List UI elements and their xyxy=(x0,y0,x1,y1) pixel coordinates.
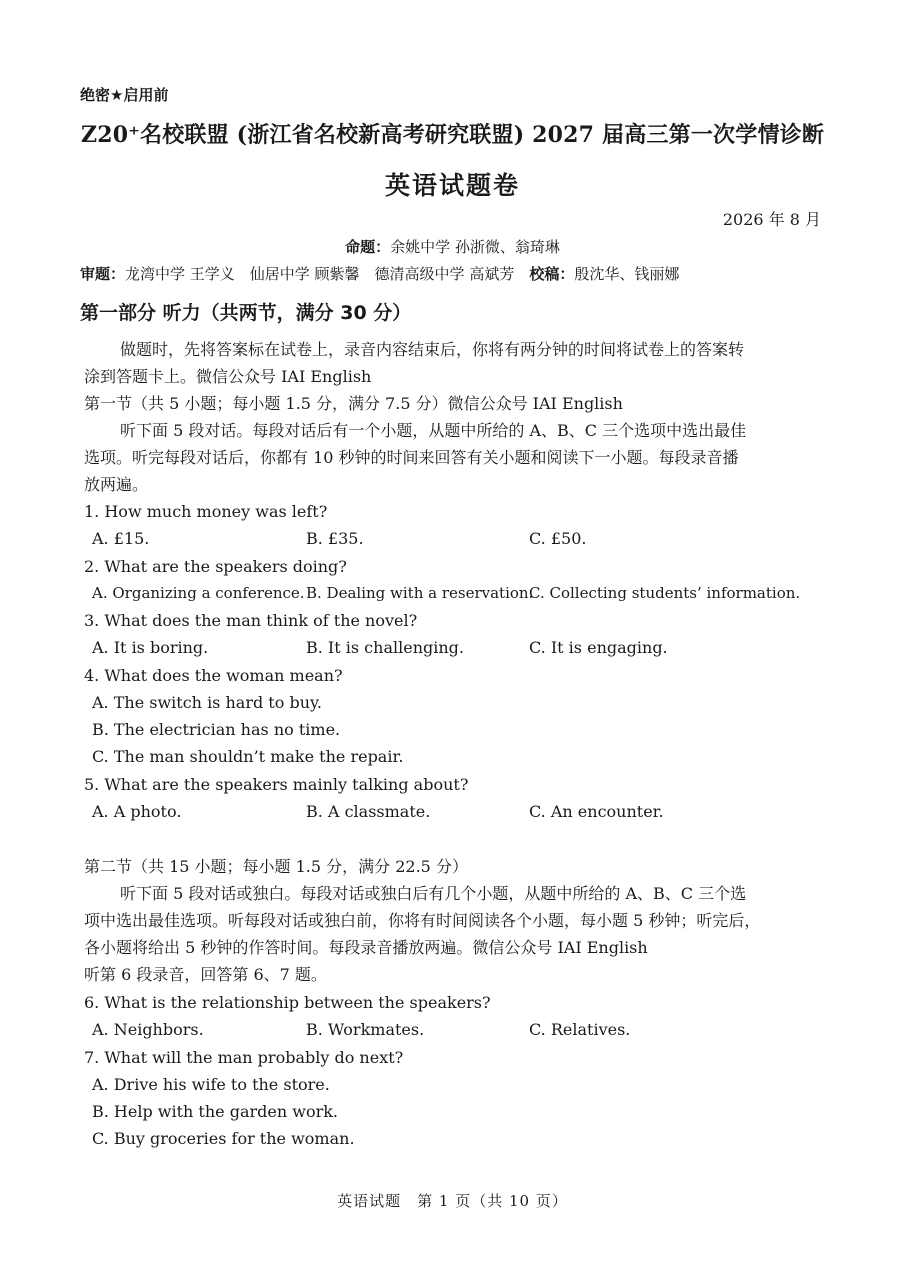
q7-option-c: C. Buy groceries for the woman. xyxy=(92,1129,355,1148)
proposers-names: 余姚中学 孙浙微、翁琦琳 xyxy=(390,238,560,256)
question-1: 1. How much money was left? xyxy=(84,502,328,521)
reviewers-names: 龙湾中学 王学义 仙居中学 顾紫馨 德清高级中学 高斌芳 xyxy=(125,265,515,283)
question-5: 5. What are the speakers mainly talking about? xyxy=(84,775,469,794)
proposers-label: 命题： xyxy=(345,238,391,256)
q5-option-c: C. An encounter. xyxy=(529,802,664,821)
section1-title: 第一节（共 5 小题；每小题 1.5 分，满分 7.5 分）微信公众号 IAI English xyxy=(84,394,623,413)
q7-option-a: A. Drive his wife to the store. xyxy=(92,1075,330,1094)
q6-option-a: A. Neighbors. xyxy=(92,1020,204,1039)
q4-option-b: B. The electrician has no time. xyxy=(92,720,341,739)
q2-option-b: B. Dealing with a reservation. xyxy=(306,584,534,602)
question-3: 3. What does the man think of the novel? xyxy=(84,611,418,630)
confidential-label: 绝密★启用前 xyxy=(80,86,169,104)
proofreaders-names: 殷沈华、钱丽娜 xyxy=(574,265,680,283)
q5-option-b: B. A classmate. xyxy=(306,802,431,821)
question-6: 6. What is the relationship between the speakers? xyxy=(84,993,491,1012)
q5-option-a: A. A photo. xyxy=(92,802,182,821)
question-4: 4. What does the woman mean? xyxy=(84,666,343,685)
section1-instr-line3: 放两遍。 xyxy=(84,475,149,494)
q4-option-a: A. The switch is hard to buy. xyxy=(92,693,322,712)
part1-intro-line2: 涂到答题卡上。微信公众号 IAI English xyxy=(84,367,372,386)
q4-option-c: C. The man shouldn’t make the repair. xyxy=(92,747,404,766)
exam-date: 2026 年 8 月 xyxy=(722,210,821,229)
reviewers-line xyxy=(80,263,679,284)
section2-instr-line4: 听第 6 段录音，回答第 6、7 题。 xyxy=(84,965,327,984)
q3-option-b: B. It is challenging. xyxy=(306,638,464,657)
exam-title: Z20⁺名校联盟 (浙江省名校新高考研究联盟) 2027 届高三第一次学情诊断 xyxy=(80,122,825,148)
q1-option-a: A. £15. xyxy=(92,529,150,548)
part1-intro-line1: 做题时，先将答案标在试卷上，录音内容结束后，你将有两分钟的时间将试卷上的答案转 xyxy=(120,340,745,359)
q7-option-b: B. Help with the garden work. xyxy=(92,1102,339,1121)
section2-instr-line2: 项中选出最佳选项。听每段对话或独白前，你将有时间阅读各个小题，每小题 5 秒钟；听完后， xyxy=(84,911,761,930)
q3-option-c: C. It is engaging. xyxy=(529,638,668,657)
q1-option-c: C. £50. xyxy=(529,529,587,548)
part1-heading: 第一部分 听力（共两节，满分 30 分） xyxy=(80,302,412,324)
q6-option-b: B. Workmates. xyxy=(306,1020,425,1039)
page-footer: 英语试题 第 1 页（共 10 页） xyxy=(337,1192,568,1210)
question-7: 7. What will the man probably do next? xyxy=(84,1048,404,1067)
section2-instr-line1: 听下面 5 段对话或独白。每段对话或独白后有几个小题，从题中所给的 A、B、C 三个选 xyxy=(120,884,747,903)
reviewers-label: 审题： xyxy=(80,265,126,283)
section1-instr-line2: 选项。听完每段对话后，你都有 10 秒钟的时间来回答有关小题和阅读下一小题。每段录音播 xyxy=(84,448,739,467)
q1-option-b: B. £35. xyxy=(306,529,364,548)
q3-option-a: A. It is boring. xyxy=(92,638,209,657)
exam-subtitle: 英语试题卷 xyxy=(384,171,520,200)
question-2: 2. What are the speakers doing? xyxy=(84,557,347,576)
proofreaders-label: 校稿： xyxy=(529,265,575,283)
section2-title: 第二节（共 15 小题；每小题 1.5 分，满分 22.5 分） xyxy=(84,857,468,876)
q2-option-a: A. Organizing a conference. xyxy=(92,584,305,602)
q2-option-c: C. Collecting students’ information. xyxy=(529,584,801,602)
section1-instr-line1: 听下面 5 段对话。每段对话后有一个小题，从题中所给的 A、B、C 三个选项中选出最佳 xyxy=(120,421,747,440)
proposers-line xyxy=(0,236,905,257)
q6-option-c: C. Relatives. xyxy=(529,1020,631,1039)
section2-instr-line3: 各小题将给出 5 秒钟的作答时间。每段录音播放两遍。微信公众号 IAI English xyxy=(84,938,648,957)
